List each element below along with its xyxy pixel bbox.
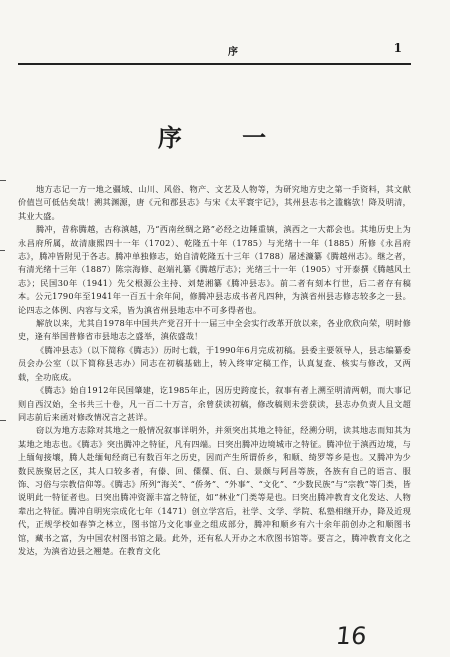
paragraph: 《腾志》始自1912年民国肇建，讫1985年止，因历史跨度长，叙事有者上溯至明清两朝，而大事记则自西汉始，全书共三十卷，凡一百二十万言，余曾获读初稿，修改稿则未尝获读，县志办负责人且文超同志前后来函对修改情况言之甚详。 [18,385,411,422]
chapter-title: 序 一 [157,123,293,152]
paragraph: 窃以为地方志除对其地之一般情况叙事详明外，并须突出其地之特征，经溯分明，读其地志而知其为某地之地志也。《腾志》突出腾冲之特征，凡有四端。曰突出腾冲边境城市之特征。腾冲位于滇西边境，与上缅甸接壤，腾人赴缅甸经商已有数百年之历史，因而产生所谓侨乡，和顺、绮罗等乡是也。又腾冲为少数民族聚居之区，其人口较多者，有傣、回、僳僳、佤、白、景颇与阿昌等族，各族有自己的语言、服饰、习俗与宗教信仰等。《腾志》所列“海关”、“侨务”、“外事”、“文化”、“少数民族”与“宗教”等门类，皆说明此一特征者也。曰突出腾冲资源丰富之特征，如“林业”门类等是也。曰突出腾冲教育文化发达、人物辈出之特征。腾冲自明宪宗成化七年（1471）创立学宫后，社学、文学、学院、私塾相继开办，降及近现代，正规学校如春笋之林立，图书馆乃文化事业之组成部分，腾冲和顺乡有六十余年前创办之和顺图书馆，藏书之富，为中国农村图书馆之最。此外，还有私人开办之木欣图书馆等。要言之，腾冲教育文化之发达，为滇省边县之翘楚。在教育文化 [18,425,411,556]
scan-edge-mark [0,420,6,421]
running-header [18,41,402,61]
paragraph: 《腾冲县志》（以下简称《腾志》）历时七载，于1990年6月完成初稿。县委主要领导人，县志编纂委员会办公室（以下简称县志办）同志在初稿基础上，转入终审定稿工作，认真复查、核实与修改，又两载，全功底成。 [18,344,411,382]
header-rule [18,63,411,65]
paragraph: 腾冲，昔称腾越，古称滇越，乃“西南丝绸之路”必经之边陲重镇，滇西之一大都会也。其地历史上为永昌府所属，故清康熙四十一年（1702）、乾隆五十年（1785）与光绪十一年（1885）所修《永昌府志》，腾冲皆附见于各志。腾冲单独修志，始自清乾隆五十三年（1788）屠述濂纂《腾越州志》。继之者，有清光绪十三年（1887）陈宗海修、赵端礼纂《腾越厅志》；光绪三十一年（1905）寸开泰撰《腾越风土志》；民国30年（1941）先父根源公主持、刘楚湘纂《腾冲县志》。前二者有刻本行世，后二者存有稿本。公元1790年至1941年一百五十余年间，修腾冲县志成书者凡四种，为滇省州县志修志较多之一县。论四志之体例、内容与文采，皆为滇省州县地志中不可多得者也。 [18,224,411,315]
paragraph: 地方志记一方一地之疆域、山川、风俗、物产、文艺及人物等，为研究地方史之第一手资料，其文献价值岂可低估矣哉！溯其渊源，唐《元和郡县志》与宋《太平寰宇记》，其州县志书之滥觞欤！降及明清，其业大盛。 [18,184,411,221]
page-number: 1 [393,41,402,55]
body-text [18,183,411,558]
scan-edge-mark [0,180,6,181]
running-header-title: 序 [228,47,239,58]
scan-edge-mark [0,250,5,251]
handwritten-note: 16 [334,622,369,650]
paragraph: 解放以来，尤其自1978年中国共产党召开十一届三中全会实行改革开放以来，各业欣欣向荣，明时修史，逢有举国普修省市县地志之盛举，滇依盛哉！ [18,318,411,342]
